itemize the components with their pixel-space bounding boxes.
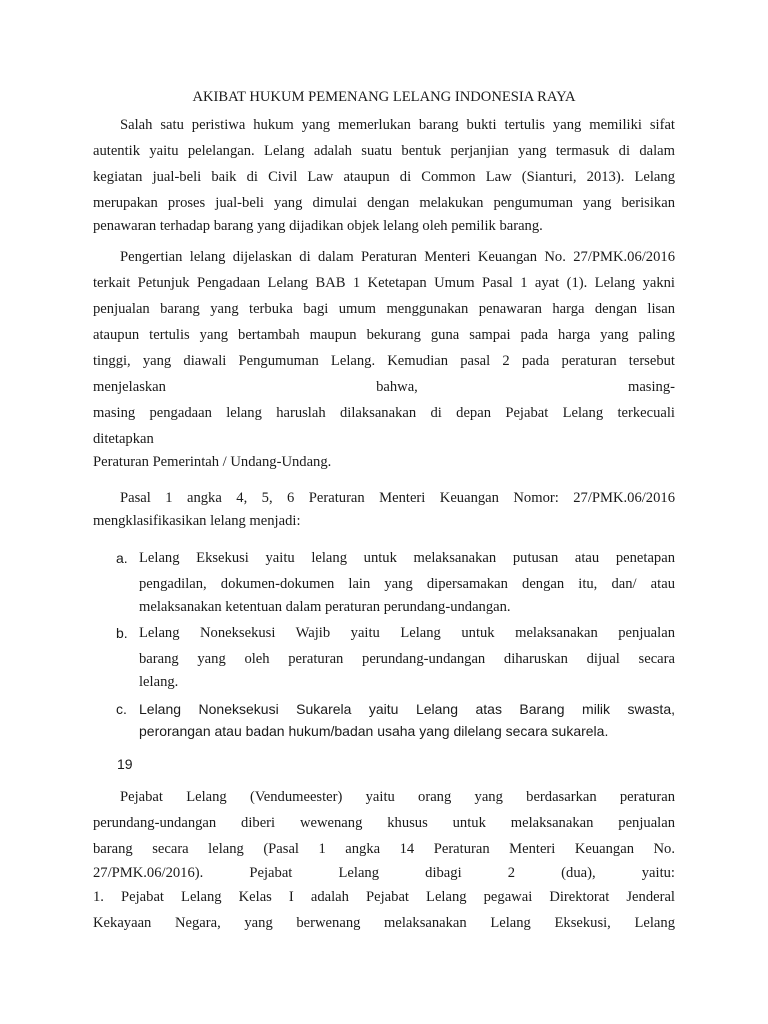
paragraph-1-line: kegiatan jual-beli baik di Civil Law ataupun di Common Law (Sianturi, 2013). Lelang [93,169,675,185]
paragraph-2-line: Pengertian lelang dijelaskan di dalam Peraturan Menteri Keuangan No. 27/PMK.06/2016 [120,249,675,265]
paragraph-3-line: mengklasifikasikan lelang menjadi: [93,513,301,529]
paragraph-1-line: Salah satu peristiwa hukum yang memerlukan barang bukti tertulis yang memiliki sifat [120,117,675,133]
paragraph-2-line: tinggi, yang diawali Pengumuman Lelang. Kemudian pasal 2 pada peraturan tersebut [93,353,675,369]
page-number: 19 [117,756,133,772]
paragraph-2-line: penjualan barang yang terbuka bagi umum menggunakan penawaran harga dengan lisan [93,301,675,317]
paragraph-2-line: Peraturan Pemerintah / Undang-Undang. [93,454,332,470]
document-title: AKIBAT HUKUM PEMENANG LELANG INDONESIA RAYA [192,89,576,105]
list-item-line: barang yang oleh peraturan perundang-undangan diharuskan dijual secara [139,651,675,667]
list-item-line: lelang. [139,674,179,690]
paragraph-3-line: Pasal 1 angka 4, 5, 6 Peraturan Menteri Keuangan Nomor: 27/PMK.06/2016 [120,490,675,506]
paragraph-2-line: masing pengadaan lelang haruslah dilaksanakan di depan Pejabat Lelang terkecuali [93,405,675,421]
paragraph-2-line: menjelaskan bahwa, masing- [93,379,675,395]
paragraph-4-line: perundang-undangan diberi wewenang khusus untuk melaksanakan penjualan [93,815,675,831]
paragraph-1-line: merupakan proses jual-beli yang dimulai dengan melakukan pengumuman yang berisikan [93,195,675,211]
list-item-line: Lelang Eksekusi yaitu lelang untuk melaksanakan putusan atau penetapan [139,550,675,566]
paragraph-4-line: Pejabat Lelang (Vendumeester) yaitu orang yang berdasarkan peraturan [120,789,675,805]
paragraph-4-line: barang secara lelang (Pasal 1 angka 14 Peraturan Menteri Keuangan No. [93,841,675,857]
list-item-marker: a. [116,550,128,566]
paragraph-4-line: Kekayaan Negara, yang berwenang melaksanakan Lelang Eksekusi, Lelang [93,915,675,931]
list-item-marker: b. [116,625,128,641]
paragraph-1-line: autentik yaitu pelelangan. Lelang adalah suatu bentuk perjanjian yang termasuk di dalam [93,143,675,159]
paragraph-4-line: 1. Pejabat Lelang Kelas I adalah Pejabat Lelang pegawai Direktorat Jenderal [93,889,675,905]
list-item-marker: c. [116,701,127,717]
paragraph-1-line: penawaran terhadap barang yang dijadikan objek lelang oleh pemilik barang. [93,218,543,234]
paragraph-2-line: terkait Petunjuk Pengadaan Lelang BAB 1 Ketetapan Umum Pasal 1 ayat (1). Lelang yakni [93,275,675,291]
paragraph-2-line: ataupun tertulis yang bertambah maupun bekurang guna sampai pada harga yang paling [93,327,675,343]
list-item-line: perorangan atau badan hukum/badan usaha yang dilelang secara sukarela. [139,723,609,739]
list-item-line: melaksanakan ketentuan dalam peraturan perundang-undangan. [139,599,511,615]
list-item-line: Lelang Noneksekusi Wajib yaitu Lelang untuk melaksanakan penjualan [139,625,675,641]
paragraph-4-line: 27/PMK.06/2016). Pejabat Lelang dibagi 2 (dua), yaitu: [93,865,675,881]
paragraph-2-line: ditetapkan [93,431,154,447]
list-item-line: Lelang Noneksekusi Sukarela yaitu Lelang atas Barang milik swasta, [139,701,675,717]
list-item-line: pengadilan, dokumen-dokumen lain yang dipersamakan dengan itu, dan/ atau [139,576,675,592]
